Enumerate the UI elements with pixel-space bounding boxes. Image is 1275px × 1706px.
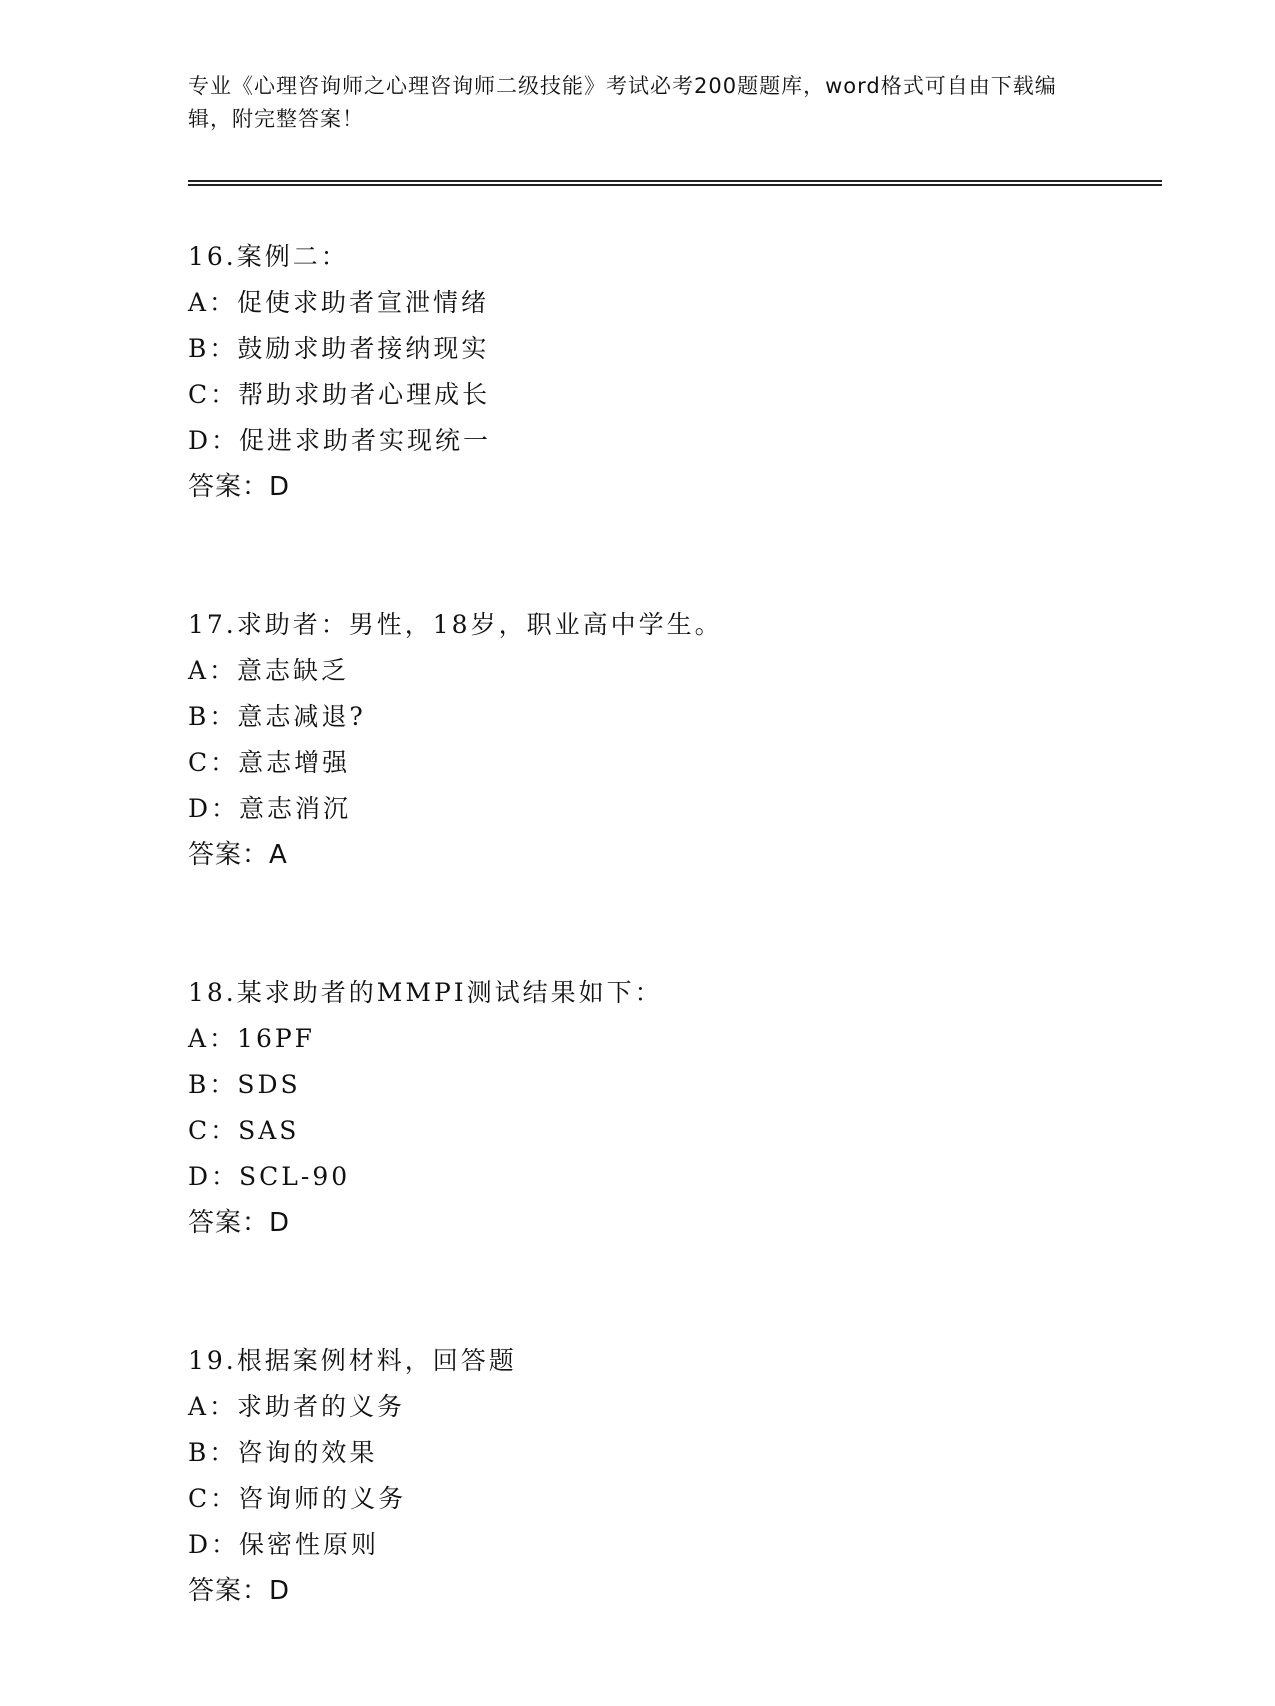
option-b: B：咨询的效果 xyxy=(188,1438,378,1467)
question-16 xyxy=(188,234,1148,510)
option-d: D：SCL-90 xyxy=(188,1162,351,1191)
question-list xyxy=(188,234,1148,1706)
option-b: B：鼓励求助者接纳现实 xyxy=(188,334,490,363)
option-c: C：咨询师的义务 xyxy=(188,1484,407,1513)
option-a: A：意志缺乏 xyxy=(188,656,350,685)
question-title: 19.根据案例材料，回答题 xyxy=(188,1346,517,1375)
question-title: 17.求助者：男性，18岁，职业高中学生。 xyxy=(188,610,723,639)
option-a: A：16PF xyxy=(188,1024,316,1053)
answer: 答案：D xyxy=(188,1208,291,1238)
header-divider xyxy=(188,180,1162,186)
option-a: A：求助者的义务 xyxy=(188,1392,406,1421)
option-b: B：SDS xyxy=(188,1070,301,1099)
answer: 答案：D xyxy=(188,1576,291,1606)
option-a: A：促使求助者宣泄情绪 xyxy=(188,288,490,317)
option-d: D：保密性原则 xyxy=(188,1530,380,1559)
header-text: 专业《心理咨询师之心理咨询师二级技能》考试必考200题题库，word格式可自由下载编辑，附完整答案！ xyxy=(188,74,1057,131)
option-c: C：意志增强 xyxy=(188,748,351,777)
question-18 xyxy=(188,970,1148,1246)
option-d: D：促进求助者实现统一 xyxy=(188,426,492,455)
option-b: B：意志减退? xyxy=(188,702,366,731)
answer: 答案：A xyxy=(188,840,288,870)
question-17 xyxy=(188,602,1148,878)
question-19 xyxy=(188,1338,1148,1614)
question-title: 16.案例二： xyxy=(188,242,349,271)
option-c: C：帮助求助者心理成长 xyxy=(188,380,491,409)
option-c: C：SAS xyxy=(188,1116,300,1145)
document-header xyxy=(188,70,1068,136)
answer: 答案：D xyxy=(188,472,291,502)
option-d: D：意志消沉 xyxy=(188,794,352,823)
question-title: 18.某求助者的MMPI测试结果如下： xyxy=(188,978,663,1007)
